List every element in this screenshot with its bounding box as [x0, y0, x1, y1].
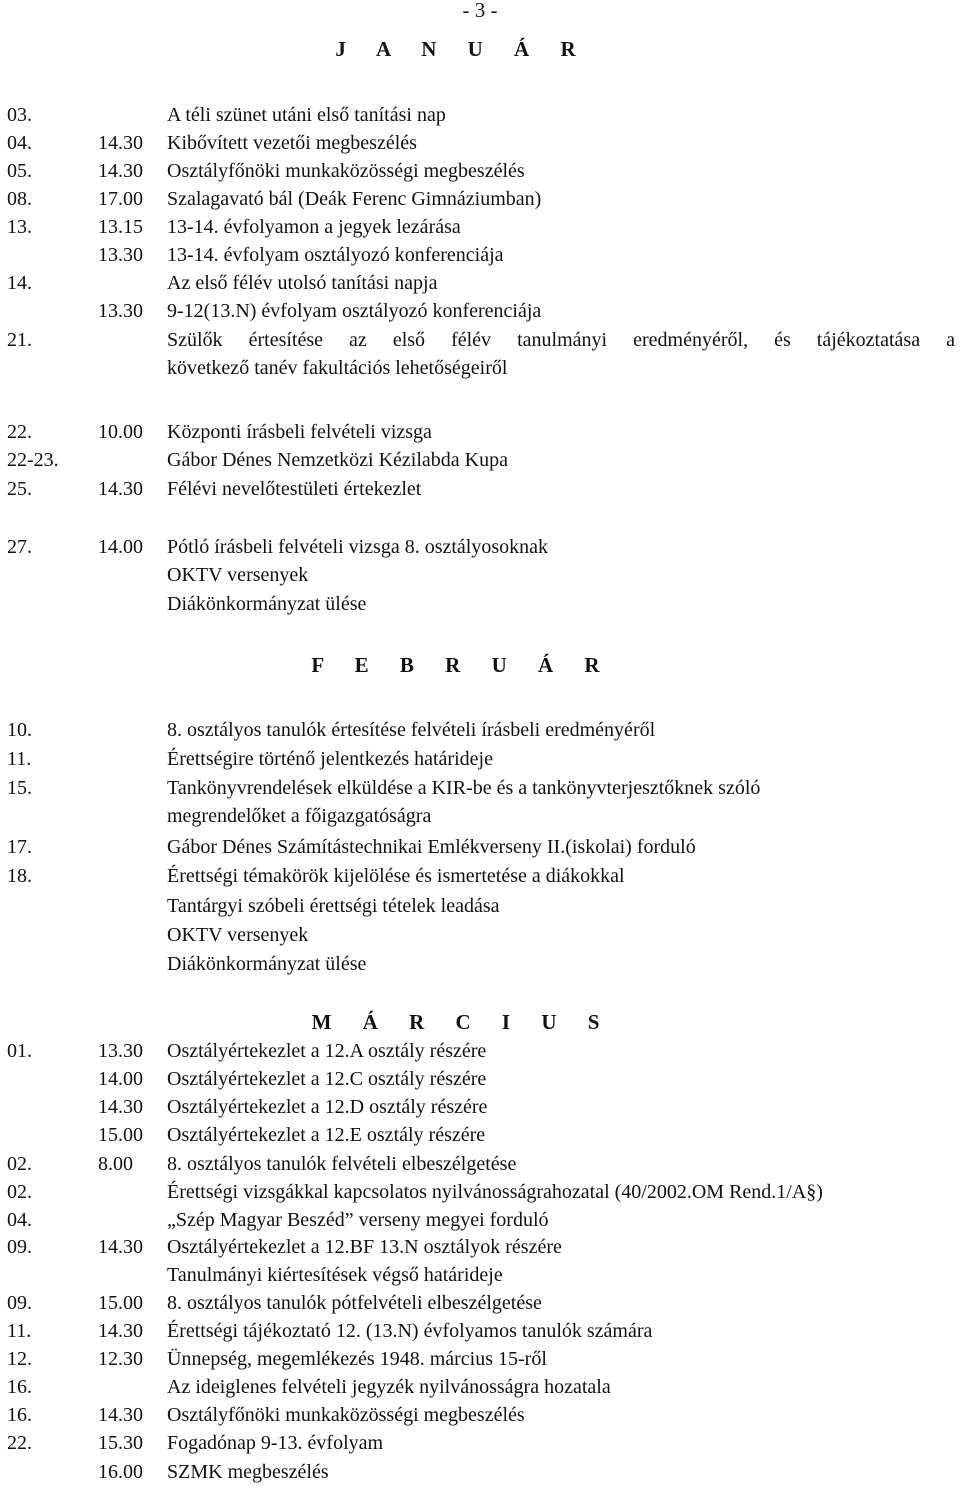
event-date: 22. [7, 421, 32, 443]
event-time: 14.30 [98, 132, 143, 154]
event-description: Osztályfőnöki munkaközösségi megbeszélés [167, 1404, 525, 1426]
event-description: következő tanév fakultációs lehetőségeiről [167, 357, 508, 379]
event-date: 10. [7, 719, 32, 741]
event-row [0, 833, 960, 861]
event-row [0, 862, 960, 890]
event-description: 8. osztályos tanulók pótfelvételi elbeszélgetése [167, 1292, 542, 1314]
event-time: 14.30 [98, 1320, 143, 1342]
event-row [0, 1373, 960, 1401]
event-date: 04. [7, 132, 32, 154]
event-description: SZMK megbeszélés [167, 1461, 329, 1483]
event-time: 10.00 [98, 421, 143, 443]
event-time: 13.15 [98, 216, 143, 238]
event-date: 22-23. [7, 449, 59, 471]
event-description: „Szép Magyar Beszéd” verseny megyei forduló [167, 1209, 549, 1231]
event-date: 16. [7, 1376, 32, 1398]
event-description: Tanulmányi kiértesítések végső határideje [167, 1264, 503, 1286]
event-date: 22. [7, 1432, 32, 1454]
event-time: 15.30 [98, 1432, 143, 1454]
event-date: 12. [7, 1348, 32, 1370]
event-row [0, 241, 960, 269]
event-description: Az első félév utolsó tanítási napja [167, 272, 438, 294]
event-date: 04. [7, 1209, 32, 1231]
event-description: Gábor Dénes Nemzetközi Kézilabda Kupa [167, 449, 508, 471]
event-description: 13-14. évfolyam osztályozó konferenciája [167, 244, 504, 266]
event-row [0, 297, 960, 325]
event-description: OKTV versenyek [167, 564, 309, 586]
event-row [0, 716, 960, 744]
event-time: 14.30 [98, 1236, 143, 1258]
event-time: 16.00 [98, 1461, 143, 1483]
event-date: 08. [7, 188, 32, 210]
event-date: 25. [7, 478, 32, 500]
month-heading-februar: F E B R U Á R [311, 653, 613, 677]
event-description: Fogadónap 9-13. évfolyam [167, 1432, 384, 1454]
event-row [0, 1093, 960, 1121]
event-description: Osztályértekezlet a 12.E osztály részére [167, 1124, 486, 1146]
event-row [0, 1429, 960, 1457]
event-description: 8. osztályos tanulók felvételi elbeszélgetése [167, 1153, 517, 1175]
event-row [0, 1150, 960, 1178]
event-row [0, 533, 960, 561]
event-description: Érettségi tájékoztató 12. (13.N) évfolyamos tanulók számára [167, 1320, 653, 1342]
event-row [0, 950, 960, 978]
event-time: 14.00 [98, 536, 143, 558]
event-date: 09. [7, 1292, 32, 1314]
event-description: Érettségi vizsgákkal kapcsolatos nyilvánosságrahozatal (40/2002.OM Rend.1/A§) [167, 1181, 823, 1203]
event-description: 9-12(13.N) évfolyam osztályozó konferenciája [167, 300, 542, 322]
event-description: Osztályértekezlet a 12.BF 13.N osztályok részére [167, 1236, 562, 1258]
event-date: 09. [7, 1236, 32, 1258]
event-time: 15.00 [98, 1124, 143, 1146]
event-date: 17. [7, 836, 32, 858]
event-description: Osztályfőnöki munkaközösségi megbeszélés [167, 160, 525, 182]
event-time: 14.00 [98, 1068, 143, 1090]
event-date: 14. [7, 272, 32, 294]
event-description: Kibővített vezetői megbeszélés [167, 132, 417, 154]
event-description: Szülők értesítése az első félév tanulmányi eredményéről, és tájékoztatása a [167, 329, 955, 351]
event-time: 8.00 [98, 1153, 133, 1175]
event-description: 13-14. évfolyamon a jegyek lezárása [167, 216, 461, 238]
event-description: Félévi nevelőtestületi értekezlet [167, 478, 422, 500]
event-date: 02. [7, 1153, 32, 1175]
event-date: 11. [7, 1320, 32, 1342]
event-row [0, 269, 960, 297]
event-row [0, 354, 960, 382]
event-row [0, 1233, 960, 1261]
event-description: Érettségi témakörök kijelölése és ismertetése a diákokkal [167, 865, 625, 887]
event-row [0, 418, 960, 446]
event-row [0, 892, 960, 920]
event-description: Osztályértekezlet a 12.A osztály részére [167, 1040, 487, 1062]
event-description: Diákönkormányzat ülése [167, 593, 367, 615]
event-row [0, 446, 960, 474]
event-description: Gábor Dénes Számítástechnikai Emlékverseny II.(iskolai) forduló [167, 836, 696, 858]
event-time: 13.30 [98, 1040, 143, 1062]
event-row [0, 745, 960, 773]
event-date: 13. [7, 216, 32, 238]
event-description: Osztályértekezlet a 12.C osztály részére [167, 1068, 487, 1090]
event-row [0, 157, 960, 185]
event-date: 15. [7, 777, 32, 799]
page-number: - 3 - [462, 0, 498, 22]
event-date: 21. [7, 329, 32, 351]
event-row [0, 1458, 960, 1486]
event-description: Az ideiglenes felvételi jegyzék nyilvánosságra hozatala [167, 1376, 611, 1398]
event-row [0, 1261, 960, 1289]
event-row [0, 475, 960, 503]
event-description: Pótló írásbeli felvételi vizsga 8. osztályosoknak [167, 536, 549, 558]
month-heading-januar: J A N U Á R [335, 37, 589, 61]
event-description: megrendelőket a főigazgatóságra [167, 805, 432, 827]
event-row [0, 1289, 960, 1317]
event-time: 14.30 [98, 478, 143, 500]
event-description: Diákönkormányzat ülése [167, 953, 367, 975]
event-time: 17.00 [98, 188, 143, 210]
event-time: 12.30 [98, 1348, 143, 1370]
event-date: 27. [7, 536, 32, 558]
event-description: Érettségire történő jelentkezés határideje [167, 748, 493, 770]
event-time: 14.30 [98, 160, 143, 182]
event-row [0, 185, 960, 213]
event-row [0, 1065, 960, 1093]
event-date: 16. [7, 1404, 32, 1426]
event-date: 03. [7, 104, 32, 126]
event-date: 11. [7, 748, 32, 770]
event-row [0, 1037, 960, 1065]
event-row [0, 1317, 960, 1345]
event-row [0, 326, 960, 354]
event-time: 15.00 [98, 1292, 143, 1314]
event-date: 02. [7, 1181, 32, 1203]
event-row [0, 1345, 960, 1373]
event-description: Tantárgyi szóbeli érettségi tételek leadása [167, 895, 500, 917]
event-row [0, 213, 960, 241]
event-description: Tankönyvrendelések elküldése a KIR-be és a tankönyvterjesztőknek szóló [167, 777, 761, 799]
event-row [0, 1206, 960, 1234]
event-description: Központi írásbeli felvételi vizsga [167, 421, 432, 443]
event-row [0, 561, 960, 589]
event-row [0, 774, 960, 802]
event-description: Ünnepség, megemlékezés 1948. március 15-ről [167, 1348, 547, 1370]
event-row [0, 1401, 960, 1429]
event-row [0, 590, 960, 618]
event-row [0, 921, 960, 949]
event-time: 13.30 [98, 244, 143, 266]
event-time: 14.30 [98, 1404, 143, 1426]
event-row [0, 129, 960, 157]
event-row [0, 1121, 960, 1149]
event-row [0, 101, 960, 129]
month-heading-marcius: M Á R C I U S [311, 1010, 613, 1034]
event-description: Szalagavató bál (Deák Ferenc Gimnáziumban) [167, 188, 542, 210]
event-description: A téli szünet utáni első tanítási nap [167, 104, 446, 126]
event-description: 8. osztályos tanulók értesítése felvételi írásbeli eredményéről [167, 719, 656, 741]
event-time: 13.30 [98, 300, 143, 322]
event-row [0, 802, 960, 830]
event-row [0, 1178, 960, 1206]
event-date: 18. [7, 865, 32, 887]
event-date: 05. [7, 160, 32, 182]
event-time: 14.30 [98, 1096, 143, 1118]
event-description: OKTV versenyek [167, 924, 309, 946]
event-description: Osztályértekezlet a 12.D osztály részére [167, 1096, 488, 1118]
event-date: 01. [7, 1040, 32, 1062]
